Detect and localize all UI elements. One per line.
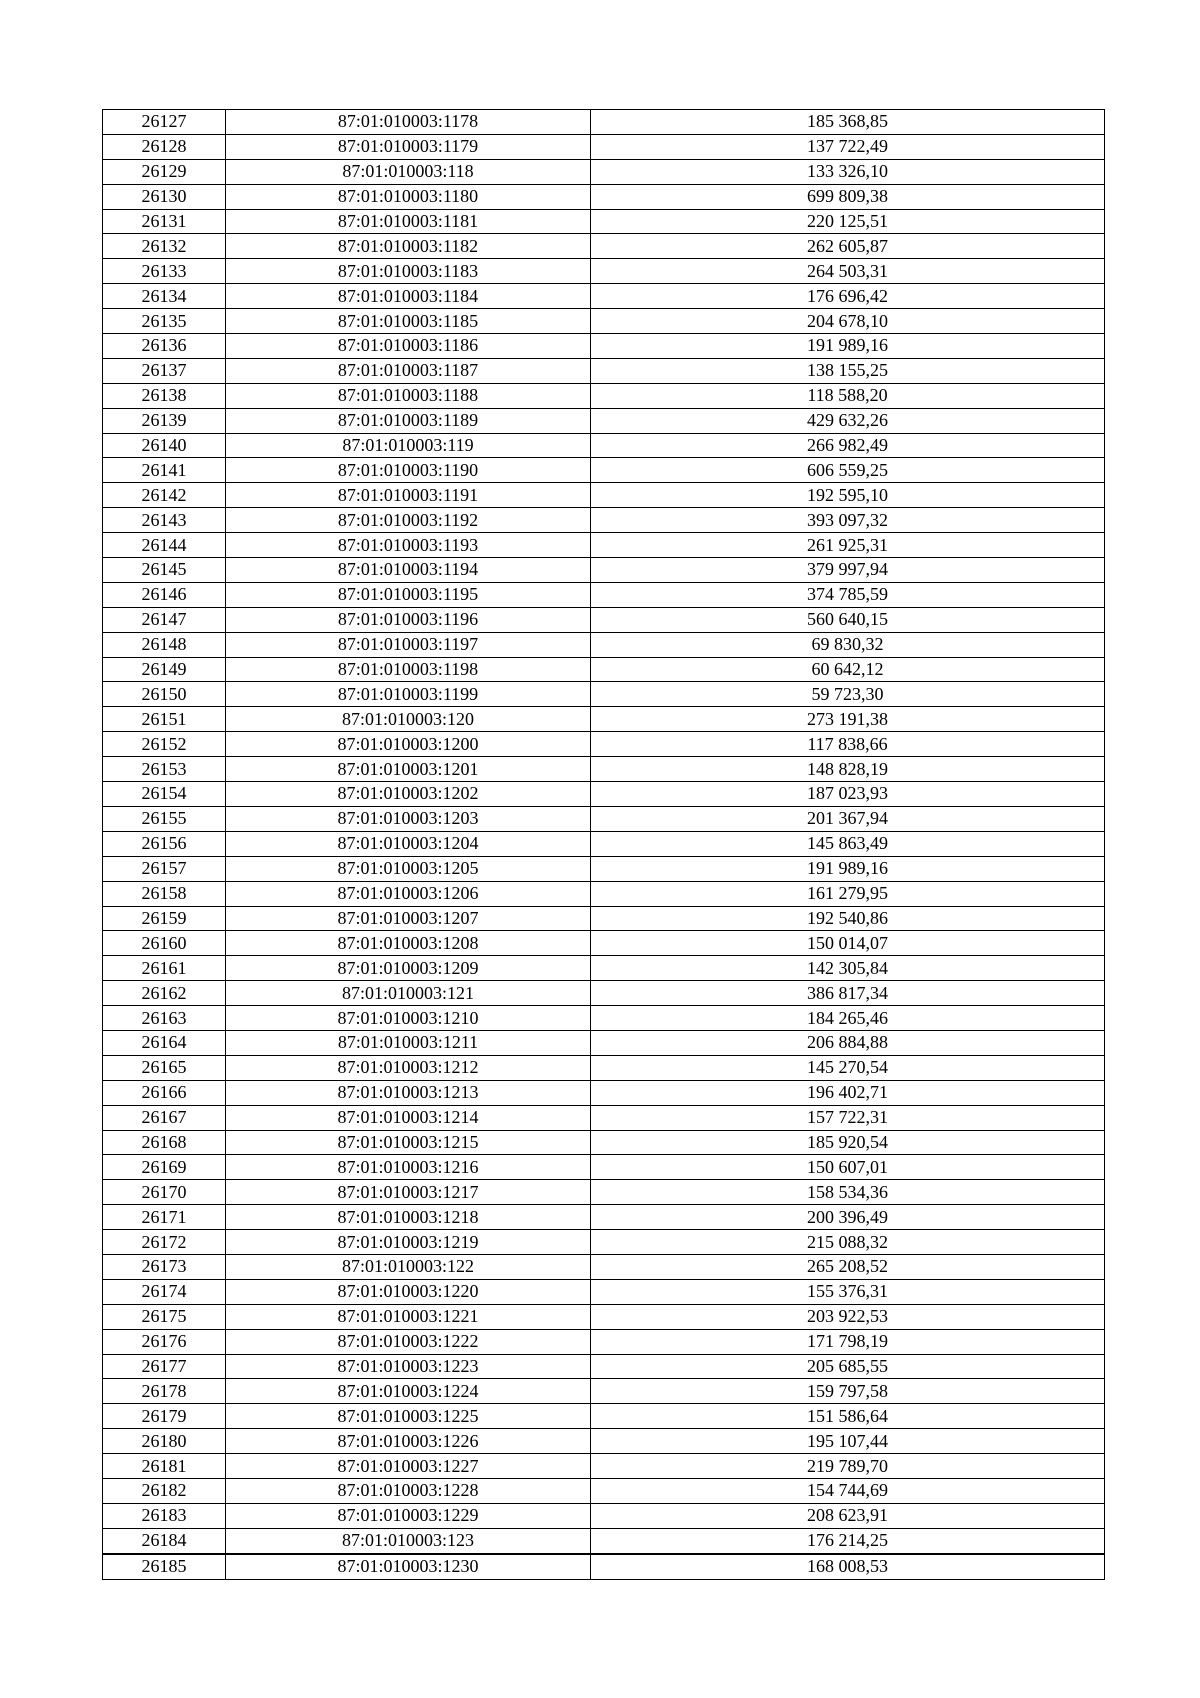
row-number-cell: 26147 — [103, 607, 226, 632]
row-number-cell: 26150 — [103, 682, 226, 707]
cadastral-value-cell: 192 540,86 — [591, 906, 1105, 931]
table-row — [103, 981, 1105, 1006]
cadastral-value-cell: 195 107,44 — [591, 1429, 1105, 1454]
cadastral-value-cell: 699 809,38 — [591, 184, 1105, 209]
row-number-cell: 26182 — [103, 1478, 226, 1503]
table-row — [103, 334, 1105, 359]
cadastral-value-cell: 69 830,32 — [591, 632, 1105, 657]
row-number-cell: 26161 — [103, 956, 226, 981]
table-row — [103, 184, 1105, 209]
table-row — [103, 1030, 1105, 1055]
row-number-cell: 26152 — [103, 732, 226, 757]
cadastral-value-cell: 201 367,94 — [591, 806, 1105, 831]
table-row — [103, 134, 1105, 159]
cadastral-number-cell: 87:01:010003:1204 — [226, 831, 591, 856]
table-row — [103, 433, 1105, 458]
cadastral-number-cell: 87:01:010003:1227 — [226, 1454, 591, 1479]
row-number-cell: 26155 — [103, 806, 226, 831]
cadastral-number-cell: 87:01:010003:1203 — [226, 806, 591, 831]
cadastral-number-cell: 87:01:010003:1214 — [226, 1105, 591, 1130]
table-row — [103, 757, 1105, 782]
table-row — [103, 234, 1105, 259]
table-row — [103, 1379, 1105, 1404]
cadastral-number-cell: 87:01:010003:1205 — [226, 856, 591, 881]
cadastral-value-cell: 191 989,16 — [591, 856, 1105, 881]
table-row — [103, 1155, 1105, 1180]
cadastral-number-cell: 87:01:010003:1212 — [226, 1055, 591, 1080]
cadastral-number-cell: 87:01:010003:1196 — [226, 607, 591, 632]
table-row — [103, 906, 1105, 931]
row-number-cell: 26128 — [103, 134, 226, 159]
row-number-cell: 26149 — [103, 657, 226, 682]
table-row — [103, 483, 1105, 508]
row-number-cell: 26184 — [103, 1528, 226, 1553]
row-number-cell: 26142 — [103, 483, 226, 508]
cadastral-number-cell: 87:01:010003:118 — [226, 159, 591, 184]
cadastral-number-cell: 87:01:010003:1199 — [226, 682, 591, 707]
cadastral-number-cell: 87:01:010003:1213 — [226, 1080, 591, 1105]
cadastral-value-cell: 157 722,31 — [591, 1105, 1105, 1130]
cadastral-value-cell: 262 605,87 — [591, 234, 1105, 259]
row-number-cell: 26153 — [103, 757, 226, 782]
table-row — [103, 881, 1105, 906]
row-number-cell: 26156 — [103, 831, 226, 856]
cadastral-number-cell: 87:01:010003:1190 — [226, 458, 591, 483]
row-number-cell: 26168 — [103, 1130, 226, 1155]
cadastral-number-cell: 87:01:010003:119 — [226, 433, 591, 458]
table-row — [103, 284, 1105, 309]
cadastral-value-cell: 606 559,25 — [591, 458, 1105, 483]
table-row — [103, 1554, 1105, 1579]
row-number-cell: 26141 — [103, 458, 226, 483]
row-number-cell: 26130 — [103, 184, 226, 209]
cadastral-number-cell: 87:01:010003:1192 — [226, 508, 591, 533]
cadastral-number-cell: 87:01:010003:1195 — [226, 582, 591, 607]
cadastral-value-cell: 208 623,91 — [591, 1503, 1105, 1528]
cadastral-value-cell: 204 678,10 — [591, 309, 1105, 334]
table-row — [103, 931, 1105, 956]
row-number-cell: 26179 — [103, 1404, 226, 1429]
cadastral-value-cell: 264 503,31 — [591, 259, 1105, 284]
table-row — [103, 1205, 1105, 1230]
table-row — [103, 159, 1105, 184]
cadastral-value-cell: 151 586,64 — [591, 1404, 1105, 1429]
cadastral-number-cell: 87:01:010003:1208 — [226, 931, 591, 956]
table-row — [103, 383, 1105, 408]
row-number-cell: 26185 — [103, 1554, 226, 1579]
cadastral-value-cell: 273 191,38 — [591, 707, 1105, 732]
cadastral-value-cell: 60 642,12 — [591, 657, 1105, 682]
cadastral-value-cell: 203 922,53 — [591, 1304, 1105, 1329]
cadastral-number-cell: 87:01:010003:1219 — [226, 1230, 591, 1255]
table-row — [103, 1454, 1105, 1479]
cadastral-value-cell: 187 023,93 — [591, 782, 1105, 807]
row-number-cell: 26137 — [103, 358, 226, 383]
cadastral-value-cell: 265 208,52 — [591, 1254, 1105, 1279]
cadastral-number-cell: 87:01:010003:1209 — [226, 956, 591, 981]
cadastral-value-cell: 168 008,53 — [591, 1554, 1105, 1579]
cadastral-number-cell: 87:01:010003:1194 — [226, 558, 591, 583]
cadastral-value-cell: 154 744,69 — [591, 1478, 1105, 1503]
cadastral-number-cell: 87:01:010003:1201 — [226, 757, 591, 782]
table-row — [103, 782, 1105, 807]
cadastral-value-cell: 185 920,54 — [591, 1130, 1105, 1155]
table-row — [103, 259, 1105, 284]
row-number-cell: 26170 — [103, 1180, 226, 1205]
cadastral-value-cell: 386 817,34 — [591, 981, 1105, 1006]
table-body — [103, 110, 1105, 1580]
cadastral-number-cell: 87:01:010003:1229 — [226, 1503, 591, 1528]
row-number-cell: 26175 — [103, 1304, 226, 1329]
row-number-cell: 26160 — [103, 931, 226, 956]
table-row — [103, 1429, 1105, 1454]
cadastral-number-cell: 87:01:010003:1200 — [226, 732, 591, 757]
cadastral-number-cell: 87:01:010003:1206 — [226, 881, 591, 906]
cadastral-value-cell: 145 863,49 — [591, 831, 1105, 856]
cadastral-number-cell: 87:01:010003:1183 — [226, 259, 591, 284]
cadastral-number-cell: 87:01:010003:1181 — [226, 209, 591, 234]
cadastral-value-cell: 158 534,36 — [591, 1180, 1105, 1205]
cadastral-number-cell: 87:01:010003:1222 — [226, 1329, 591, 1354]
cadastral-number-cell: 87:01:010003:1226 — [226, 1429, 591, 1454]
cadastral-value-cell: 196 402,71 — [591, 1080, 1105, 1105]
cadastral-number-cell: 87:01:010003:1223 — [226, 1354, 591, 1379]
cadastral-number-cell: 87:01:010003:122 — [226, 1254, 591, 1279]
table-row — [103, 1230, 1105, 1255]
table-row — [103, 508, 1105, 533]
table-row — [103, 1105, 1105, 1130]
cadastral-value-cell: 393 097,32 — [591, 508, 1105, 533]
cadastral-number-cell: 87:01:010003:1187 — [226, 358, 591, 383]
cadastral-number-cell: 87:01:010003:1191 — [226, 483, 591, 508]
row-number-cell: 26183 — [103, 1503, 226, 1528]
table-row — [103, 632, 1105, 657]
table-row — [103, 209, 1105, 234]
table-row — [103, 657, 1105, 682]
cadastral-value-cell: 374 785,59 — [591, 582, 1105, 607]
table-row — [103, 309, 1105, 334]
cadastral-value-cell: 379 997,94 — [591, 558, 1105, 583]
cadastral-number-cell: 87:01:010003:1189 — [226, 408, 591, 433]
cadastral-value-cell: 429 632,26 — [591, 408, 1105, 433]
cadastral-value-cell: 118 588,20 — [591, 383, 1105, 408]
cadastral-number-cell: 87:01:010003:1207 — [226, 906, 591, 931]
row-number-cell: 26165 — [103, 1055, 226, 1080]
cadastral-value-cell: 560 640,15 — [591, 607, 1105, 632]
cadastral-number-cell: 87:01:010003:1193 — [226, 533, 591, 558]
table-row — [103, 1130, 1105, 1155]
row-number-cell: 26129 — [103, 159, 226, 184]
row-number-cell: 26174 — [103, 1279, 226, 1304]
row-number-cell: 26177 — [103, 1354, 226, 1379]
row-number-cell: 26127 — [103, 110, 226, 135]
row-number-cell: 26131 — [103, 209, 226, 234]
table-row — [103, 1180, 1105, 1205]
cadastral-number-cell: 87:01:010003:1185 — [226, 309, 591, 334]
cadastral-number-cell: 87:01:010003:1186 — [226, 334, 591, 359]
row-number-cell: 26178 — [103, 1379, 226, 1404]
table-row — [103, 1478, 1105, 1503]
row-number-cell: 26144 — [103, 533, 226, 558]
cadastral-value-cell: 159 797,58 — [591, 1379, 1105, 1404]
cadastral-value-cell: 200 396,49 — [591, 1205, 1105, 1230]
row-number-cell: 26159 — [103, 906, 226, 931]
cadastral-value-cell: 215 088,32 — [591, 1230, 1105, 1255]
row-number-cell: 26169 — [103, 1155, 226, 1180]
row-number-cell: 26146 — [103, 582, 226, 607]
row-number-cell: 26167 — [103, 1105, 226, 1130]
cadastral-value-cell: 185 368,85 — [591, 110, 1105, 135]
row-number-cell: 26140 — [103, 433, 226, 458]
cadastral-value-cell: 261 925,31 — [591, 533, 1105, 558]
cadastral-value-cell: 138 155,25 — [591, 358, 1105, 383]
cadastral-number-cell: 87:01:010003:1218 — [226, 1205, 591, 1230]
cadastral-value-cell: 137 722,49 — [591, 134, 1105, 159]
cadastral-number-cell: 87:01:010003:1225 — [226, 1404, 591, 1429]
cadastral-number-cell: 87:01:010003:1179 — [226, 134, 591, 159]
row-number-cell: 26133 — [103, 259, 226, 284]
table-row — [103, 806, 1105, 831]
row-number-cell: 26157 — [103, 856, 226, 881]
row-number-cell: 26162 — [103, 981, 226, 1006]
cadastral-value-cell: 59 723,30 — [591, 682, 1105, 707]
table-row — [103, 831, 1105, 856]
cadastral-value-cell: 150 014,07 — [591, 931, 1105, 956]
cadastral-number-cell: 87:01:010003:1216 — [226, 1155, 591, 1180]
table-row — [103, 558, 1105, 583]
table-row — [103, 458, 1105, 483]
cadastral-number-cell: 87:01:010003:1217 — [226, 1180, 591, 1205]
cadastral-value-cell: 205 685,55 — [591, 1354, 1105, 1379]
cadastral-number-cell: 87:01:010003:1188 — [226, 383, 591, 408]
table-row — [103, 1254, 1105, 1279]
cadastral-number-cell: 87:01:010003:123 — [226, 1528, 591, 1553]
row-number-cell: 26163 — [103, 1006, 226, 1031]
cadastral-number-cell: 87:01:010003:1184 — [226, 284, 591, 309]
table-row — [103, 1279, 1105, 1304]
cadastral-value-cell: 145 270,54 — [591, 1055, 1105, 1080]
table-row — [103, 607, 1105, 632]
row-number-cell: 26138 — [103, 383, 226, 408]
cadastral-number-cell: 87:01:010003:1221 — [226, 1304, 591, 1329]
table-row — [103, 110, 1105, 135]
table-row — [103, 1528, 1105, 1553]
table-row — [103, 1080, 1105, 1105]
row-number-cell: 26143 — [103, 508, 226, 533]
table-row — [103, 582, 1105, 607]
table-row — [103, 956, 1105, 981]
cadastral-value-cell: 117 838,66 — [591, 732, 1105, 757]
row-number-cell: 26135 — [103, 309, 226, 334]
row-number-cell: 26134 — [103, 284, 226, 309]
cadastral-number-cell: 87:01:010003:1210 — [226, 1006, 591, 1031]
cadastral-value-cell: 142 305,84 — [591, 956, 1105, 981]
cadastral-number-cell: 87:01:010003:1202 — [226, 782, 591, 807]
cadastral-number-cell: 87:01:010003:1228 — [226, 1478, 591, 1503]
table-row — [103, 358, 1105, 383]
cadastral-number-cell: 87:01:010003:120 — [226, 707, 591, 732]
cadastral-number-cell: 87:01:010003:1182 — [226, 234, 591, 259]
cadastral-value-cell: 184 265,46 — [591, 1006, 1105, 1031]
row-number-cell: 26172 — [103, 1230, 226, 1255]
data-table — [102, 109, 1105, 1580]
table-row — [103, 533, 1105, 558]
cadastral-value-cell: 206 884,88 — [591, 1030, 1105, 1055]
cadastral-number-cell: 87:01:010003:1197 — [226, 632, 591, 657]
cadastral-number-cell: 87:01:010003:1230 — [226, 1554, 591, 1579]
row-number-cell: 26132 — [103, 234, 226, 259]
table-row — [103, 1354, 1105, 1379]
table-row — [103, 732, 1105, 757]
cadastral-number-cell: 87:01:010003:1215 — [226, 1130, 591, 1155]
table-row — [103, 1503, 1105, 1528]
row-number-cell: 26181 — [103, 1454, 226, 1479]
cadastral-number-cell: 87:01:010003:1224 — [226, 1379, 591, 1404]
cadastral-number-cell: 87:01:010003:1211 — [226, 1030, 591, 1055]
cadastral-number-cell: 87:01:010003:1180 — [226, 184, 591, 209]
cadastral-value-cell: 191 989,16 — [591, 334, 1105, 359]
table-row — [103, 1006, 1105, 1031]
cadastral-value-cell: 133 326,10 — [591, 159, 1105, 184]
cadastral-number-cell: 87:01:010003:1198 — [226, 657, 591, 682]
cadastral-number-cell: 87:01:010003:121 — [226, 981, 591, 1006]
row-number-cell: 26139 — [103, 408, 226, 433]
row-number-cell: 26145 — [103, 558, 226, 583]
table-row — [103, 707, 1105, 732]
row-number-cell: 26173 — [103, 1254, 226, 1279]
row-number-cell: 26166 — [103, 1080, 226, 1105]
row-number-cell: 26164 — [103, 1030, 226, 1055]
row-number-cell: 26154 — [103, 782, 226, 807]
row-number-cell: 26136 — [103, 334, 226, 359]
cadastral-value-cell: 176 214,25 — [591, 1528, 1105, 1553]
row-number-cell: 26176 — [103, 1329, 226, 1354]
table-row — [103, 1055, 1105, 1080]
row-number-cell: 26148 — [103, 632, 226, 657]
cadastral-value-cell: 148 828,19 — [591, 757, 1105, 782]
cadastral-value-cell: 266 982,49 — [591, 433, 1105, 458]
cadastral-value-cell: 192 595,10 — [591, 483, 1105, 508]
table-row — [103, 408, 1105, 433]
cadastral-number-cell: 87:01:010003:1178 — [226, 110, 591, 135]
cadastral-value-cell: 176 696,42 — [591, 284, 1105, 309]
row-number-cell: 26151 — [103, 707, 226, 732]
cadastral-value-cell: 219 789,70 — [591, 1454, 1105, 1479]
row-number-cell: 26180 — [103, 1429, 226, 1454]
table-row — [103, 1329, 1105, 1354]
cadastral-value-cell: 161 279,95 — [591, 881, 1105, 906]
cadastral-number-cell: 87:01:010003:1220 — [226, 1279, 591, 1304]
cadastral-value-cell: 171 798,19 — [591, 1329, 1105, 1354]
table-row — [103, 1404, 1105, 1429]
cadastral-value-cell: 155 376,31 — [591, 1279, 1105, 1304]
table-row — [103, 1304, 1105, 1329]
cadastral-value-cell: 150 607,01 — [591, 1155, 1105, 1180]
table-row — [103, 856, 1105, 881]
row-number-cell: 26171 — [103, 1205, 226, 1230]
row-number-cell: 26158 — [103, 881, 226, 906]
table-row — [103, 682, 1105, 707]
cadastral-value-cell: 220 125,51 — [591, 209, 1105, 234]
